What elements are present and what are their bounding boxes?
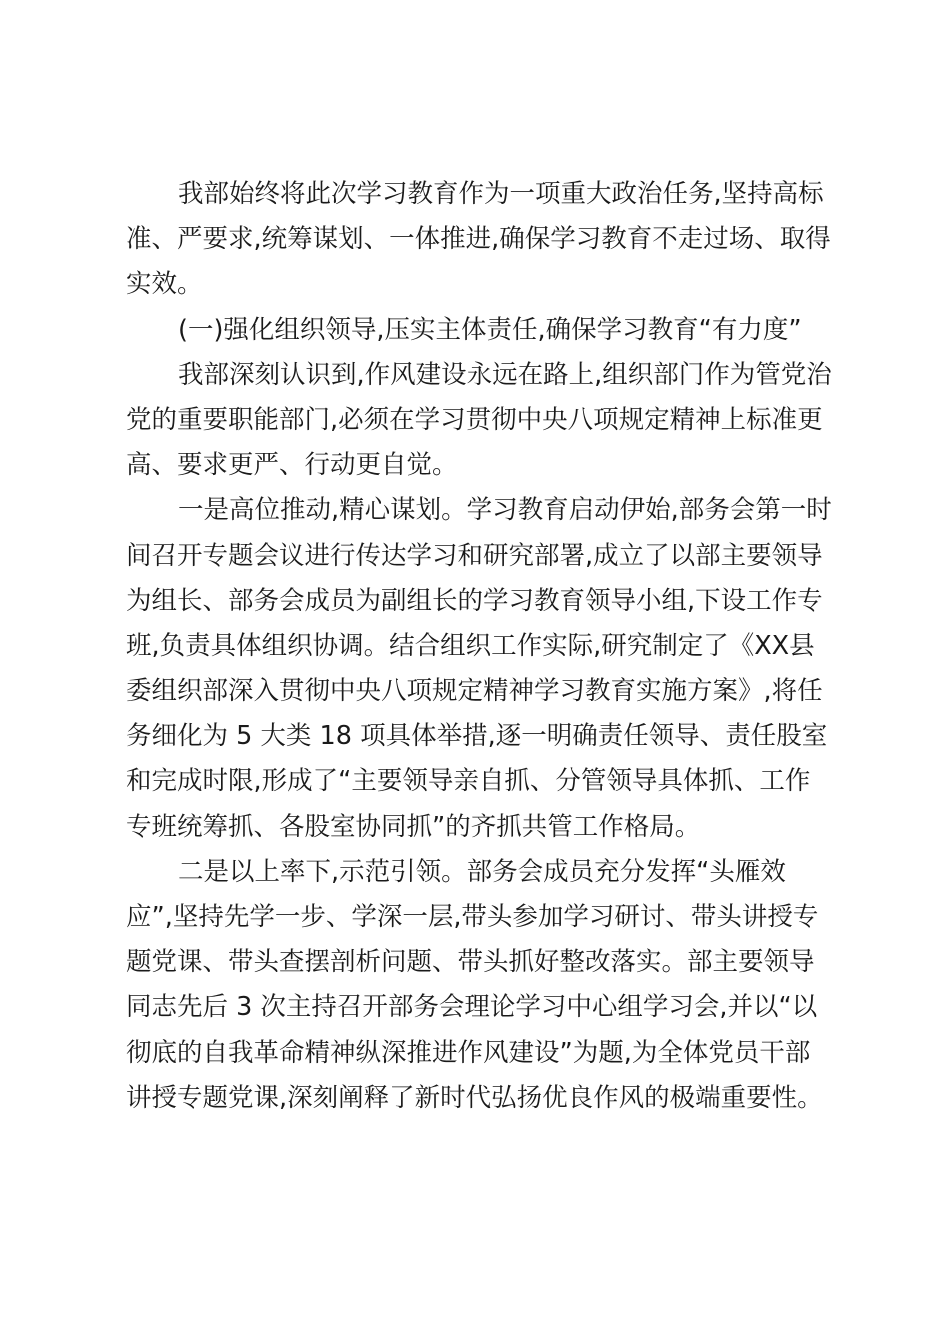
paragraph-line: 为组长、部务会成员为副组长的学习教育领导小组,下设工作专 (126, 585, 823, 616)
paragraph-line: 一是高位推动,精心谋划。学习教育启动伊始,部务会第一时 (178, 495, 832, 526)
paragraph-line: 讲授专题党课,深刻阐释了新时代弘扬优良作风的极端重要性。 (126, 1082, 823, 1113)
paragraph-line: 二是以上率下,示范引领。部务会成员充分发挥“头雁效 (178, 856, 786, 887)
document-body (126, 172, 834, 1121)
paragraph-line: 准、严要求,统筹谋划、一体推进,确保学习教育不走过场、取得 (126, 224, 831, 255)
paragraph-line: 同志先后 3 次主持召开部务会理论学习中心组学习会,并以“以 (126, 992, 818, 1023)
paragraph-line: 党的重要职能部门,必须在学习贯彻中央八项规定精神上标准更 (126, 404, 823, 435)
paragraph-line: 间召开专题会议进行传达学习和研究部署,成立了以部主要领导 (126, 540, 823, 571)
paragraph-line: 我部深刻认识到,作风建设永远在路上,组织部门作为管党治 (178, 359, 832, 390)
paragraph-line: 专班统筹抓、各股室协同抓”的齐抓共管工作格局。 (126, 811, 701, 842)
paragraph-line: 委组织部深入贯彻中央八项规定精神学习教育实施方案》,将任 (126, 676, 823, 707)
section-heading: (一)强化组织领导,压实主体责任,确保学习教育“有力度” (178, 314, 802, 345)
paragraph-line: 题党课、带头查摆剖析问题、带头抓好整改落实。部主要领导 (126, 947, 815, 978)
paragraph-line: 高、要求更严、行动更自觉。 (126, 450, 458, 481)
paragraph-line: 实效。 (126, 269, 203, 300)
paragraph-line: 班,负责具体组织协调。结合组织工作实际,研究制定了《XX县 (126, 630, 815, 661)
paragraph-line: 应”,坚持先学一步、学深一层,带头参加学习研讨、带头讲授专 (126, 902, 819, 932)
paragraph-line: 务细化为 5 大类 18 项具体举措,逐一明确责任领导、责任股室 (126, 721, 828, 752)
paragraph-line: 我部始终将此次学习教育作为一项重大政治任务,坚持高标 (178, 179, 824, 209)
paragraph-line: 彻底的自我革命精神纵深推进作风建设”为题,为全体党员干部 (126, 1037, 811, 1068)
paragraph-line: 和完成时限,形成了“主要领导亲自抓、分管领导具体抓、工作 (126, 766, 811, 797)
